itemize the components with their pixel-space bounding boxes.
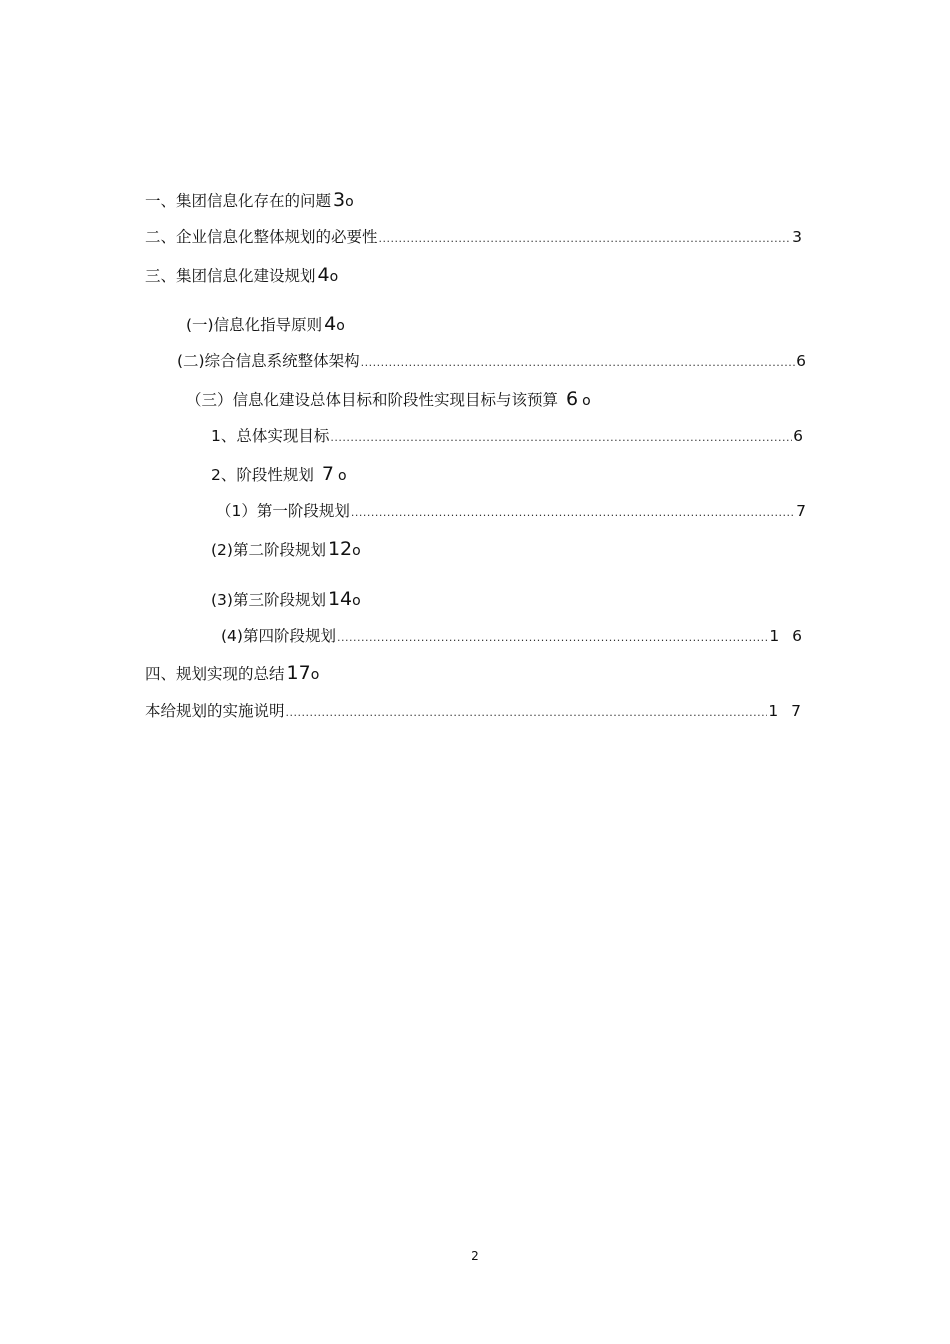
toc-entry-page: 17: [286, 662, 311, 684]
toc-entry-title: （三）信息化建设总体目标和阶段性实现目标与该预算: [186, 391, 559, 409]
toc-entry-page: 4: [324, 313, 337, 335]
toc-entry-mark: o: [336, 318, 345, 334]
toc-entry[interactable]: [145, 699, 805, 723]
toc-entry[interactable]: [211, 462, 347, 486]
toc-entry-mark: o: [345, 194, 354, 210]
toc-entry-page: 7: [321, 463, 334, 485]
toc-entry-title: 四、规划实现的总结: [145, 665, 285, 683]
toc-leader-dots: [286, 701, 768, 725]
toc-entry[interactable]: [221, 624, 806, 648]
toc-entry-mark: o: [352, 543, 361, 559]
toc-entry-title: (一)信息化指导原则: [186, 316, 323, 334]
toc-entry-page: 3: [333, 189, 346, 211]
toc-entry[interactable]: [216, 499, 806, 523]
toc-entry[interactable]: [186, 387, 591, 411]
toc-entry-title: 本给规划的实施说明: [145, 702, 285, 720]
toc-entry-page: 14: [327, 588, 353, 610]
toc-entry-page: 6: [566, 388, 579, 410]
toc-entry-page: 1 7: [768, 702, 805, 720]
toc-entry-title: （1）第一阶段规划: [216, 502, 350, 520]
toc-entry[interactable]: [211, 424, 803, 448]
toc-entry-page: 6: [793, 427, 803, 445]
toc-leader-dots: [337, 626, 768, 650]
toc-entry[interactable]: [145, 661, 319, 685]
toc-entry-title: (二)综合信息系统整体架构: [177, 352, 360, 370]
toc-leader-dots: [361, 351, 796, 375]
toc-entry-title: 2、阶段性规划: [211, 466, 314, 484]
toc-entry-title: 三、集团信息化建设规划: [145, 267, 316, 285]
toc-entry-page: 7: [796, 502, 806, 520]
toc-entry[interactable]: [145, 263, 338, 287]
toc-entry-page: 3: [792, 228, 802, 246]
toc-entry-mark: o: [337, 468, 347, 484]
toc-entry[interactable]: [145, 188, 354, 212]
toc-entry[interactable]: [211, 587, 361, 611]
toc-entry[interactable]: [186, 312, 345, 336]
toc-entry[interactable]: [177, 349, 806, 373]
page-number: 2: [471, 1249, 479, 1263]
toc-leader-dots: [330, 426, 792, 450]
toc-entry-mark: o: [582, 393, 591, 409]
toc-entry-title: (4)第四阶段规划: [221, 627, 336, 645]
toc-entry-title: (3)第三阶段规划: [211, 591, 326, 609]
toc-entry-page: 12: [327, 538, 353, 560]
toc-entry-title: (2)第二阶段规划: [211, 541, 326, 559]
toc-entry-mark: o: [329, 269, 339, 285]
toc-entry[interactable]: [145, 225, 802, 249]
toc-entry-mark: o: [310, 667, 320, 683]
toc-entry-page: 6: [796, 352, 806, 370]
toc-entry-mark: o: [352, 593, 361, 609]
toc-entry-title: 1、总体实现目标: [211, 427, 330, 445]
toc-entry[interactable]: [211, 537, 361, 561]
toc-leader-dots: [351, 501, 795, 525]
toc-entry-title: 二、企业信息化整体规划的必要性: [145, 228, 378, 246]
toc-entry-title: 一、集团信息化存在的问题: [145, 192, 332, 210]
toc-entry-page: 4: [317, 264, 330, 286]
toc-entry-page: 1 6: [769, 627, 806, 645]
toc-leader-dots: [379, 227, 792, 251]
